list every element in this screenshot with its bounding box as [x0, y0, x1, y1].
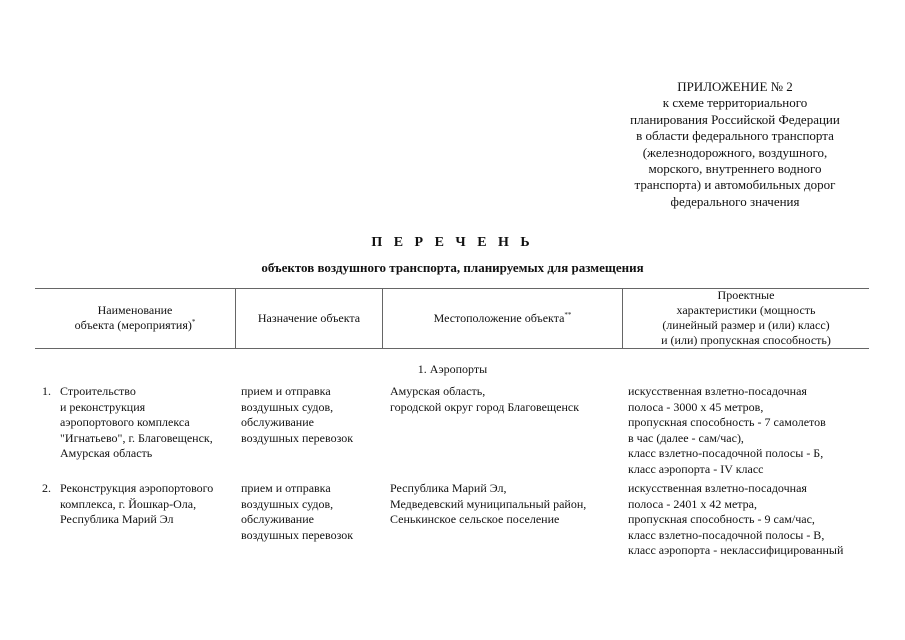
row-name: Реконструкция аэропортового комплекса, г. Йошкар-Ола, Республика Марий Эл [60, 481, 214, 526]
appendix-line: транспорта) и автомобильных дорог [634, 177, 836, 193]
header-specs: Проектные характеристики (мощность (линейный размер и (или) класс) и (или) пропускная способность) [661, 288, 831, 347]
row-purpose: прием и отправка воздушных судов, обслуживание воздушных перевозок [241, 481, 354, 542]
row-number: 1. [42, 384, 51, 398]
appendix-line: в области федерального транспорта [636, 128, 834, 144]
document-subtitle: объектов воздушного транспорта, планируемых для размещения [261, 260, 644, 275]
row-location: Амурская область, городской округ город Благовещенск [390, 384, 580, 414]
row-specs: искусственная взлетно-посадочная полоса - 3000 x 45 метров, пропускная способность - 7 самолетов в час (далее - сам/час), класс взлетно-посадочной полосы - Б, класс аэропорта - IV класс [628, 384, 826, 476]
appendix-header [600, 79, 870, 210]
appendix-line: к схеме территориального [662, 95, 808, 111]
row-specs: искусственная взлетно-посадочная полоса - 2401 x 42 метра, пропускная способность - 9 сам/час, класс взлетно-посадочной полосы - В, класс аэропорта - неклассифицированный [628, 481, 844, 557]
appendix-line: морского, внутреннего водного [648, 161, 822, 177]
appendix-line: планирования Российской Федерации [630, 111, 840, 127]
row-purpose: прием и отправка воздушных судов, обслуживание воздушных перевозок [241, 384, 354, 445]
appendix-line: (железнодорожного, воздушного, [642, 144, 828, 160]
row-name: Строительство и реконструкция аэропортового комплекса "Игнатьево", г. Благовещенск, Амурская область [60, 384, 213, 460]
footnote-mark: * [191, 318, 196, 326]
appendix-line: ПРИЛОЖЕНИЕ № 2 [677, 79, 793, 94]
row-number: 2. [42, 481, 51, 495]
header-location: Местоположение объекта** [433, 310, 572, 325]
row-location: Республика Марий Эл, Медведевский муниципальный район, Сенькинское сельское поселение [390, 481, 587, 526]
footnote-mark: ** [564, 310, 572, 319]
section-heading: 1. Аэропорты [417, 362, 488, 376]
header-bottom-border [35, 348, 869, 349]
header-purpose: Назначение объекта [257, 310, 361, 325]
document-title: П Е Р Е Ч Е Н Ь [371, 235, 534, 250]
appendix-line: федерального значения [670, 193, 800, 209]
header-name: Наименование объекта (мероприятия)* [74, 303, 196, 332]
